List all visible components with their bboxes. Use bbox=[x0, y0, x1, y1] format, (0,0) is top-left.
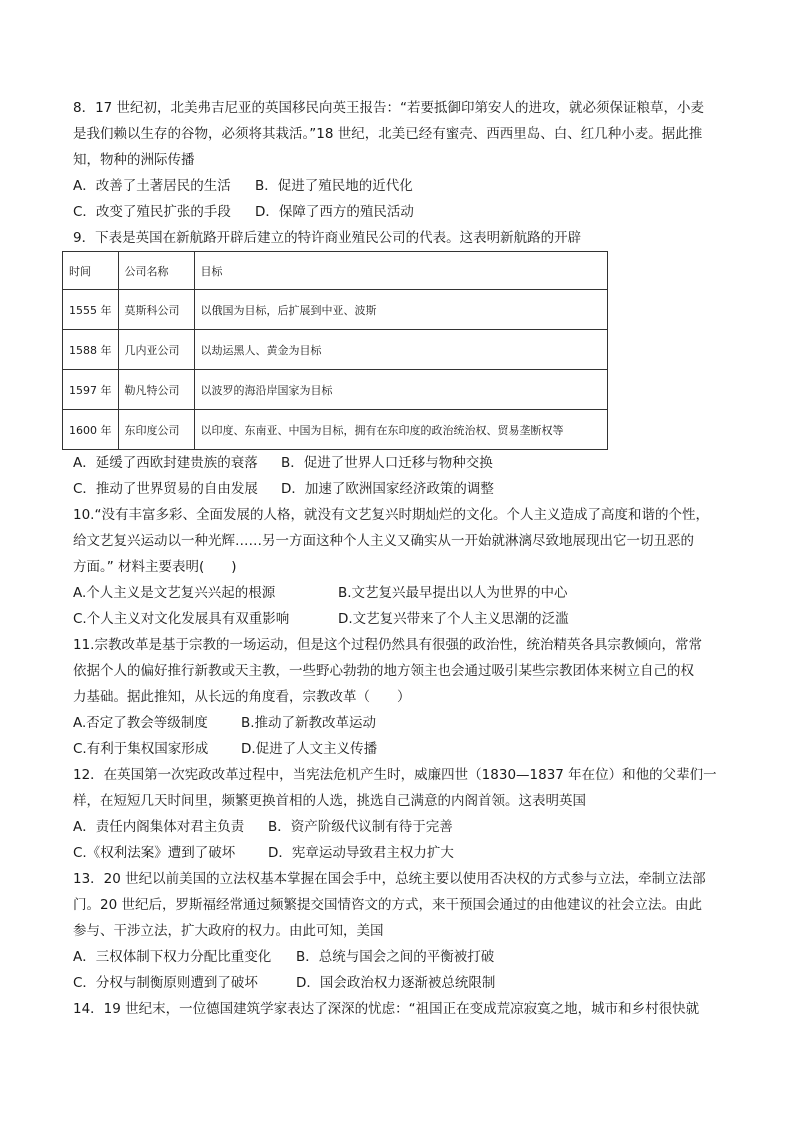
question-8-stem-line-3: 知，物种的洲际传播 bbox=[73, 152, 195, 168]
table-row bbox=[63, 290, 608, 330]
question-10-stem-line-1: 10.“没有丰富多彩、全面发展的人格，就没有文艺复兴时期灿烂的文化。个人主义造成了高度和谐的个性， bbox=[73, 507, 709, 523]
exam-page bbox=[69, 95, 738, 1022]
question-13-option-a: A．三权体制下权力分配比重变化 bbox=[73, 949, 272, 965]
question-8-stem-line-2: 是我们赖以生存的谷物，必须将其栽活。”18 世纪，北美已经有蜜壳、西西里岛、白、红几种小麦。据此推 bbox=[73, 126, 703, 142]
question-11-option-b: B.推动了新教改革运动 bbox=[241, 715, 377, 731]
question-11-stem-line-1: 11.宗教改革是基于宗教的一场运动，但是这个过程仍然具有很强的政治性，统治精英各具宗教倾向，常常 bbox=[73, 637, 702, 653]
question-10-option-c: C.个人主义对文化发展具有双重影响 bbox=[73, 611, 290, 627]
question-10-option-d: D.文艺复兴带来了个人主义思潮的泛滥 bbox=[338, 611, 569, 627]
question-10-option-b: B.文艺复兴最早提出以人为世界的中心 bbox=[338, 585, 568, 601]
table-cell-time: 1588 年 bbox=[63, 330, 119, 370]
table-cell-goal: 以印度、东南亚、中国为目标，拥有在东印度的政治统治权、贸易垄断权等 bbox=[194, 410, 608, 450]
question-11 bbox=[73, 632, 738, 762]
question-13-stem-line-3: 参与、干涉立法，扩大政府的权力。由此可知，美国 bbox=[73, 923, 384, 939]
table-header-time: 时间 bbox=[63, 252, 119, 290]
question-14-stem-line-1: 14．19 世纪末，一位德国建筑学家表达了深深的忧虑：“祖国正在变成荒凉寂寞之地，城市和乡村很快就 bbox=[73, 1001, 700, 1017]
question-11-stem-line-2: 依据个人的偏好推行新教或天主教，一些野心勃勃的地方领主也会通过吸引某些宗教团体来树立自己的权 bbox=[73, 663, 694, 679]
question-12-option-a: A．责任内阁集体对君主负责 bbox=[73, 819, 245, 835]
question-13-option-c: C．分权与制衡原则遭到了破坏 bbox=[73, 975, 258, 991]
question-13-option-b: B．总统与国会之间的平衡被打破 bbox=[296, 949, 495, 965]
question-10-stem-line-2: 给文艺复兴运动以一种光辉……另一方面这种个人主义又确实从一开始就淋漓尽致地展现出它一切丑恶的 bbox=[73, 533, 694, 549]
question-8-option-a: A．改善了土著居民的生活 bbox=[73, 178, 231, 194]
question-13-option-d: D．国会政治权力逐渐被总统限制 bbox=[296, 975, 496, 991]
question-8-option-b: B．促进了殖民地的近代化 bbox=[255, 178, 413, 194]
question-9-option-b: B．促进了世界人口迁移与物种交换 bbox=[281, 455, 493, 471]
table-cell-goal: 以劫运黑人、黄金为目标 bbox=[194, 330, 608, 370]
question-9 bbox=[69, 225, 738, 502]
table-row bbox=[63, 330, 608, 370]
question-11-option-c: C.有利于集权国家形成 bbox=[73, 741, 209, 757]
question-9-option-a: A．延缓了西欧封建贵族的衰落 bbox=[73, 455, 258, 471]
table-cell-time: 1555 年 bbox=[63, 290, 119, 330]
table-cell-company: 东印度公司 bbox=[118, 410, 194, 450]
question-11-option-a: A.否定了教会等级制度 bbox=[73, 715, 208, 731]
question-12 bbox=[73, 762, 738, 866]
question-8-option-d: D．保障了西方的殖民活动 bbox=[255, 204, 414, 220]
table-cell-goal: 以俄国为目标，后扩展到中亚、波斯 bbox=[194, 290, 608, 330]
question-13 bbox=[73, 866, 738, 996]
table-header-company: 公司名称 bbox=[118, 252, 194, 290]
question-9-option-d: D．加速了欧洲国家经济政策的调整 bbox=[281, 481, 494, 497]
table-cell-time: 1600 年 bbox=[63, 410, 119, 450]
question-10-option-a: A.个人主义是文艺复兴兴起的根源 bbox=[73, 585, 276, 601]
company-table bbox=[62, 251, 608, 450]
question-12-option-c: C.《权利法案》遭到了破坏 bbox=[73, 845, 236, 861]
question-8-stem-line-1: 8．17 世纪初，北美弗吉尼亚的英国移民向英王报告：“若要抵御印第安人的进攻，就必须保证粮草，小麦 bbox=[73, 100, 705, 116]
question-10 bbox=[73, 502, 738, 632]
table-cell-goal: 以波罗的海沿岸国家为目标 bbox=[194, 370, 608, 410]
table-row bbox=[63, 410, 608, 450]
question-14 bbox=[73, 996, 738, 1022]
question-9-option-c: C．推动了世界贸易的自由发展 bbox=[73, 481, 258, 497]
question-12-option-b: B．资产阶级代议制有待于完善 bbox=[268, 819, 453, 835]
question-12-option-d: D．宪章运动导致君主权力扩大 bbox=[268, 845, 454, 861]
question-8-option-c: C．改变了殖民扩张的手段 bbox=[73, 204, 231, 220]
table-header-goal: 目标 bbox=[194, 252, 608, 290]
table-cell-company: 几内亚公司 bbox=[118, 330, 194, 370]
question-12-stem-line-2: 样，在短短几天时间里，频繁更换首相的人选，挑选自己满意的内阁首领。这表明英国 bbox=[73, 793, 586, 809]
table-cell-company: 勒凡特公司 bbox=[118, 370, 194, 410]
question-9-stem: 9．下表是英国在新航路开辟后建立的特许商业殖民公司的代表。这表明新航路的开辟 bbox=[73, 230, 582, 246]
question-13-stem-line-2: 门。20 世纪后，罗斯福经常通过频繁提交国情咨文的方式，来干预国会通过的由他建议的社会立法。由此 bbox=[73, 897, 702, 913]
question-11-option-d: D.促进了人文主义传播 bbox=[241, 741, 378, 757]
table-cell-company: 莫斯科公司 bbox=[118, 290, 194, 330]
table-row bbox=[63, 370, 608, 410]
question-13-stem-line-1: 13．20 世纪以前美国的立法权基本掌握在国会手中，总统主要以使用否决权的方式参与立法，牵制立法部 bbox=[73, 871, 706, 887]
table-header-row bbox=[63, 252, 608, 290]
question-12-stem-line-1: 12．在英国第一次宪政改革过程中，当宪法危机产生时，威廉四世（1830—1837 年在位）和他的父辈们一 bbox=[73, 767, 717, 783]
question-8 bbox=[73, 95, 738, 225]
question-10-stem-line-3: 方面。” 材料主要表明( ) bbox=[73, 559, 237, 575]
question-11-stem-line-3: 力基础。据此推知，从长远的角度看，宗教改革（ ） bbox=[73, 689, 411, 705]
table-cell-time: 1597 年 bbox=[63, 370, 119, 410]
